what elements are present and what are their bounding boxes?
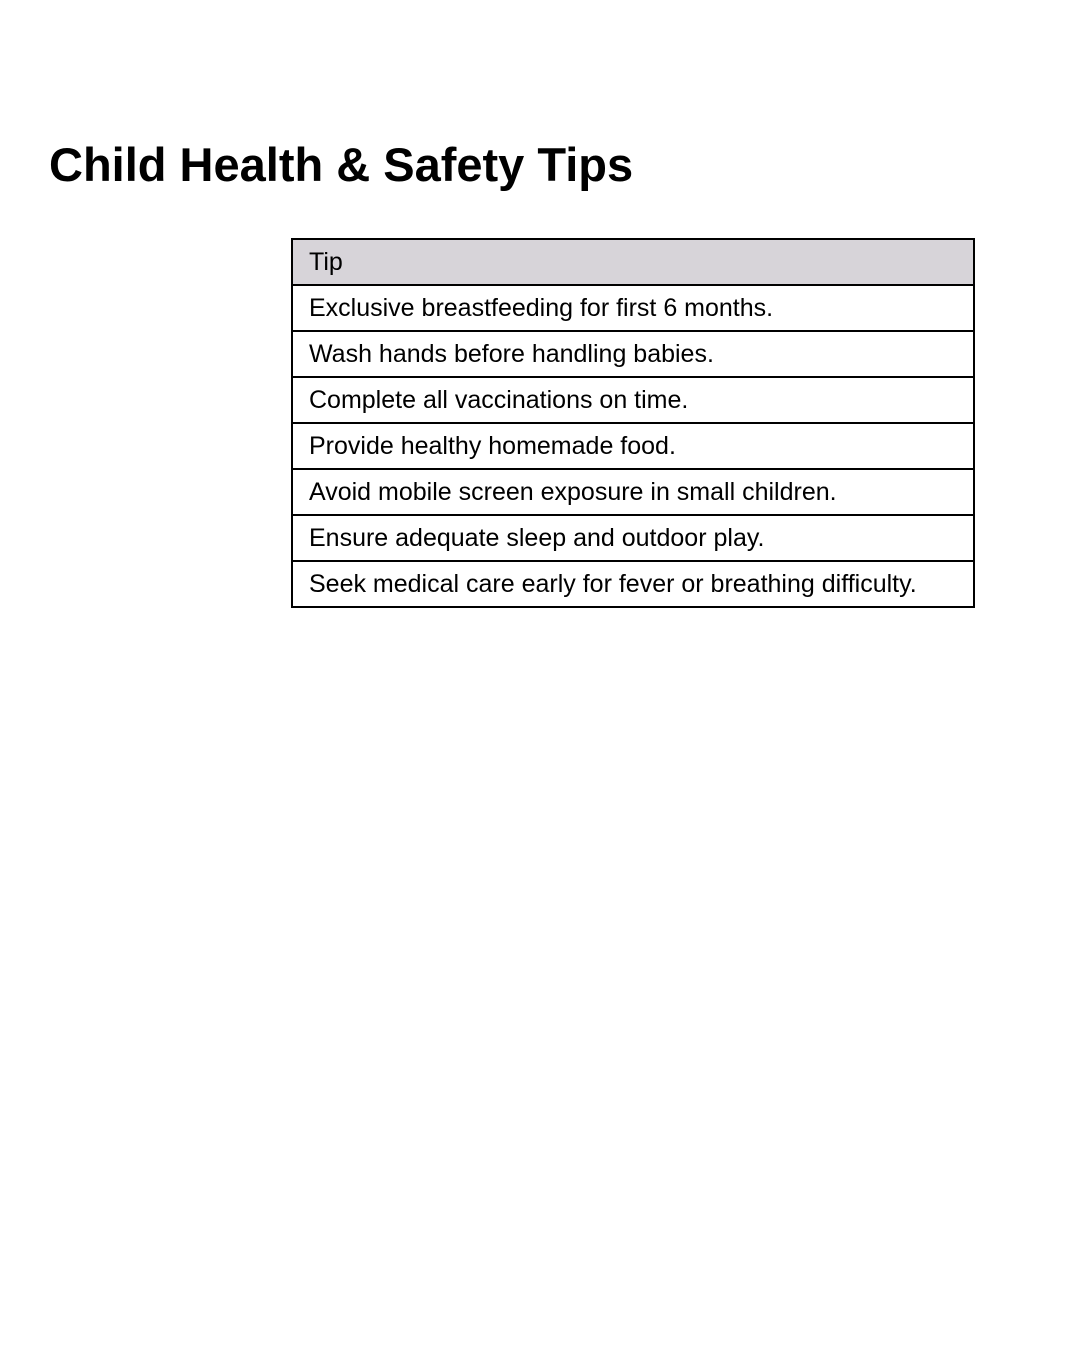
table-cell-tip: Seek medical care early for fever or breathing difficulty.: [292, 561, 974, 607]
table-cell-tip: Complete all vaccinations on time.: [292, 377, 974, 423]
table-body: [292, 285, 974, 607]
table-cell-tip: Exclusive breastfeeding for first 6 months.: [292, 285, 974, 331]
table-row: [292, 331, 974, 377]
table-header-row: [292, 239, 974, 285]
table-cell-tip: Ensure adequate sleep and outdoor play.: [292, 515, 974, 561]
table-cell-tip: Provide healthy homemade food.: [292, 423, 974, 469]
table-row: [292, 423, 974, 469]
table-row: [292, 469, 974, 515]
table-cell-tip: Wash hands before handling babies.: [292, 331, 974, 377]
table-header: [292, 239, 974, 285]
table-row: [292, 561, 974, 607]
table-row: [292, 377, 974, 423]
page-title: Child Health & Safety Tips: [49, 138, 634, 191]
column-header-tip: Tip: [292, 239, 974, 285]
tips-table: [291, 238, 975, 608]
table-row: [292, 515, 974, 561]
table-row: [292, 285, 974, 331]
table-cell-tip: Avoid mobile screen exposure in small children.: [292, 469, 974, 515]
